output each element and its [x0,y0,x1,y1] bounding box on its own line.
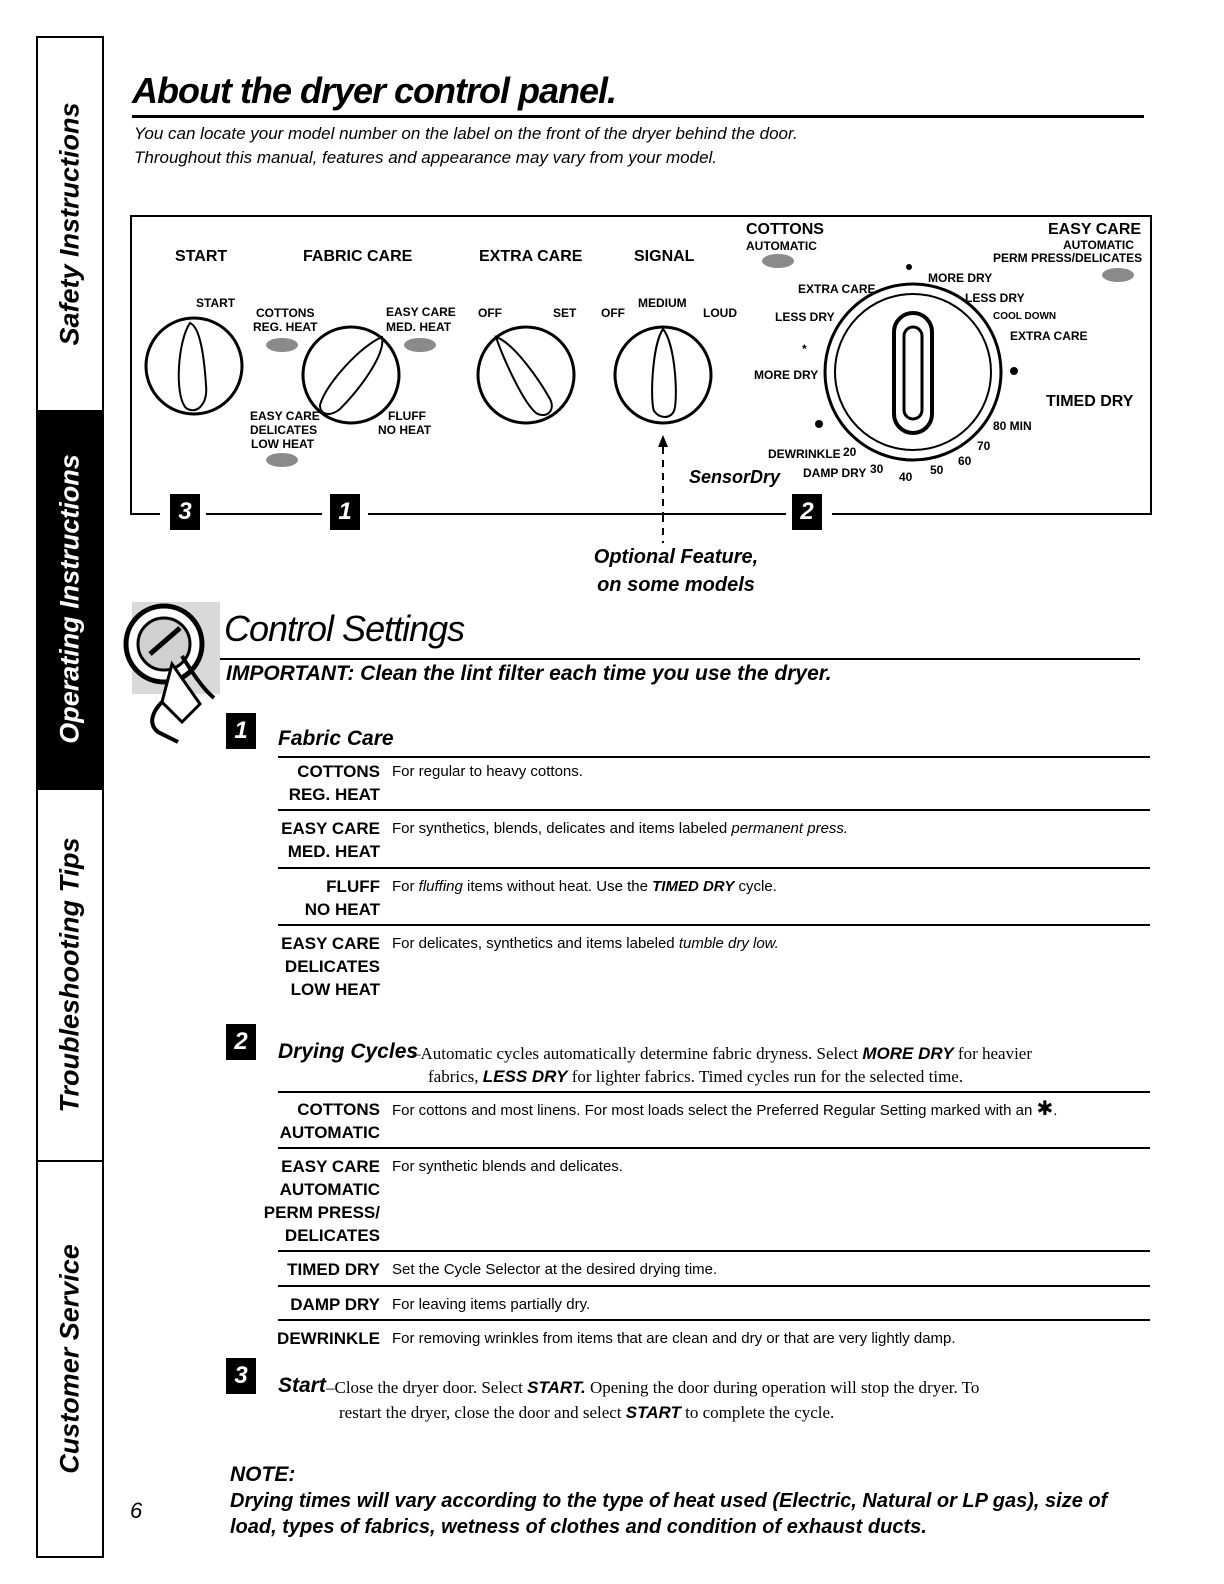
cy-cool-down-label: COOL DOWN [993,311,1057,322]
row-term: LOW HEAT [290,980,380,999]
start-knob[interactable] [146,318,242,414]
fc-easy-care-label: EASY CARE [386,305,456,319]
section-sidebar [36,36,104,1558]
start-text: –Close the dryer door. Select START. Opening the door during operation will stop the dryer. To [326,1378,980,1397]
easy-care-automatic-light [1102,268,1134,282]
asterisk-icon: ✱ [1036,1098,1054,1120]
dewrinkle-dot [815,420,823,428]
divider [278,1250,1150,1252]
ec-set-label: SET [553,306,577,320]
title-rule [132,115,1144,118]
fabric-care-heading: FABRIC CARE [303,248,413,265]
cy-automatic-2-label: AUTOMATIC [1063,238,1134,252]
sig-medium-label: MEDIUM [638,296,687,310]
cy-more-dry-2-label: MORE DRY [928,271,993,285]
cy-70-label: 70 [977,439,991,453]
row-term: EASY CARE [281,819,380,838]
row-description: For delicates, synthetics and items labeled tumble dry low. [392,935,779,952]
sensordry-arrow-tail [660,515,668,545]
signal-heading: SIGNAL [634,248,695,265]
cycle-selector-knob[interactable] [825,284,1001,460]
row-term: FLUFF [326,877,380,896]
drying-cycles-intro: –Automatic cycles automatically determine fabric dryness. Select MORE DRY for heavier [412,1044,1032,1063]
fc-fluff-label: FLUFF [388,409,426,423]
easy-care-indicator-light [404,338,436,352]
cy-easy-care-label: EASY CARE [1048,221,1142,238]
row-term: PERM PRESS/ [263,1203,380,1222]
sig-off-label: OFF [601,306,625,320]
row-description: Set the Cycle Selector at the desired drying time. [392,1261,718,1278]
cy-more-dry-label: MORE DRY [754,368,819,382]
timed-dot [1010,367,1018,375]
fc-delicates-label: DELICATES [250,423,318,437]
optional-line-2: on some models [597,574,755,596]
divider [278,809,1150,811]
row-term: DEWRINKLE [277,1329,380,1348]
cy-damp-dry-label: DAMP DRY [803,466,867,480]
divider [278,1147,1150,1149]
panel-badge-2: 2 [792,494,822,530]
sensordry-label: SensorDry [689,467,781,487]
row-description: For synthetics, blends, delicates and items labeled permanent press. [392,820,849,837]
row-description: For removing wrinkles from items that are clean and dry or that are very lightly damp. [392,1330,956,1347]
cy-50-label: 50 [930,463,944,477]
row-term: REG. HEAT [288,785,380,804]
row-term: EASY CARE [281,1157,380,1176]
row-term: DELICATES [284,957,380,976]
row-term: NO HEAT [304,900,380,919]
optional-feature-note [566,543,786,599]
drying-cycles-badge: 2 [226,1024,256,1060]
ec-off-label: OFF [478,306,502,320]
row-term: AUTOMATIC [279,1123,380,1142]
fabric-care-badge: 1 [226,713,256,749]
row-description: For cottons and most linens. For most loads select the Preferred Regular Setting marked with an ✱. [392,1098,1058,1120]
fc-med-heat-label: MED. HEAT [386,320,452,334]
cy-80min-label: 80 MIN [993,419,1032,433]
extra-care-heading: EXTRA CARE [479,248,583,265]
cy-automatic-label: AUTOMATIC [746,239,817,253]
fc-easy-care-2-label: EASY CARE [250,409,320,423]
cy-timed-dry-label: TIMED DRY [1046,393,1134,410]
row-term: COTTONS [297,1100,380,1119]
tab-label: Troubleshooting Tips [54,837,85,1113]
intro-line-1: You can locate your model number on the label on the front of the dryer behind the door. [134,124,798,143]
divider [278,867,1150,869]
page-number: 6 [130,1498,143,1523]
tab-troubleshooting-tips[interactable] [38,790,102,1160]
panel-badge-1: 1 [330,494,360,530]
optional-line-1: Optional Feature, [593,546,759,568]
divider [278,1319,1150,1321]
cy-cottons-label: COTTONS [746,221,824,238]
cy-30-label: 30 [870,462,884,476]
row-description: For regular to heavy cottons. [392,763,583,780]
sig-loud-label: LOUD [703,306,737,320]
note-text: Drying times will vary according to the type of heat used (Electric, Natural or LP gas), size of load, types of fabrics, wetness of clothes and condition of exhaust ducts. [230,1490,1108,1538]
tab-safety-instructions[interactable] [38,38,102,410]
start-heading: START [175,248,228,265]
row-term: DELICATES [284,1226,380,1245]
cottons-indicator-light [266,338,298,352]
divider [278,1285,1150,1287]
row-term: DAMP DRY [290,1295,380,1314]
row-term: AUTOMATIC [279,1180,380,1199]
control-settings-rule [220,658,1140,660]
start-knob-label: START [196,296,236,310]
cottons-automatic-light [762,254,794,268]
cy-less-dry-2-label: LESS DRY [965,291,1025,305]
tab-label: Customer Service [54,1244,85,1474]
note-heading: NOTE: [230,1463,296,1486]
tab-label: Safety Instructions [54,102,85,346]
page-title: About the dryer control panel. [132,70,617,111]
cy-dewrinkle-label: DEWRINKLE [768,447,841,461]
signal-knob[interactable] [615,327,711,423]
fc-no-heat-label: NO HEAT [378,423,432,437]
divider [278,1091,1150,1093]
control-settings-title: Control Settings [224,608,465,649]
fc-low-heat-label: LOW HEAT [251,437,315,451]
row-term: COTTONS [297,762,380,781]
fc-cottons-label: COTTONS [256,306,315,320]
fabric-care-heading: Fabric Care [278,727,394,750]
cy-star-label: * [802,342,807,356]
low-heat-indicator-light [266,453,298,467]
row-term: TIMED DRY [287,1260,380,1279]
divider [278,756,1150,758]
row-description: For fluffing items without heat. Use the TIMED DRY cycle. [392,878,777,895]
sensordry-arrow [658,435,668,515]
row-description: For leaving items partially dry. [392,1296,591,1313]
cy-extra-care-label: EXTRA CARE [798,282,876,296]
start-badge: 3 [226,1358,256,1394]
cy-perm-press-label: PERM PRESS/DELICATES [993,251,1143,265]
more-dry-dot [906,264,912,270]
cy-extra-care-2-label: EXTRA CARE [1010,329,1088,343]
extra-care-knob[interactable] [478,327,574,423]
hand-dial-icon [122,592,222,752]
divider [278,924,1150,926]
cy-20-label: 20 [843,445,857,459]
row-description: For synthetic blends and delicates. [392,1158,623,1175]
drying-cycles-heading: Drying Cycles [278,1040,419,1063]
drying-cycles-intro-2: fabrics, LESS DRY for lighter fabrics. Timed cycles run for the selected time. [428,1067,964,1086]
cy-less-dry-label: LESS DRY [775,310,835,324]
fc-reg-heat-label: REG. HEAT [253,320,318,334]
cy-60-label: 60 [958,454,972,468]
tab-operating-instructions[interactable] [38,410,102,788]
cy-40-label: 40 [899,470,913,484]
intro-line-2: Throughout this manual, features and appearance may vary from your model. [134,148,718,167]
important-note: IMPORTANT: Clean the lint filter each time you use the dryer. [226,662,832,685]
tab-label: Operating Instructions [54,454,85,744]
tab-customer-service[interactable] [38,1162,102,1556]
row-term: EASY CARE [281,934,380,953]
row-term: MED. HEAT [287,842,380,861]
start-heading: Start [278,1374,326,1397]
start-text-2: restart the dryer, close the door and select START to complete the cycle. [339,1403,835,1422]
panel-badge-3: 3 [170,494,200,530]
